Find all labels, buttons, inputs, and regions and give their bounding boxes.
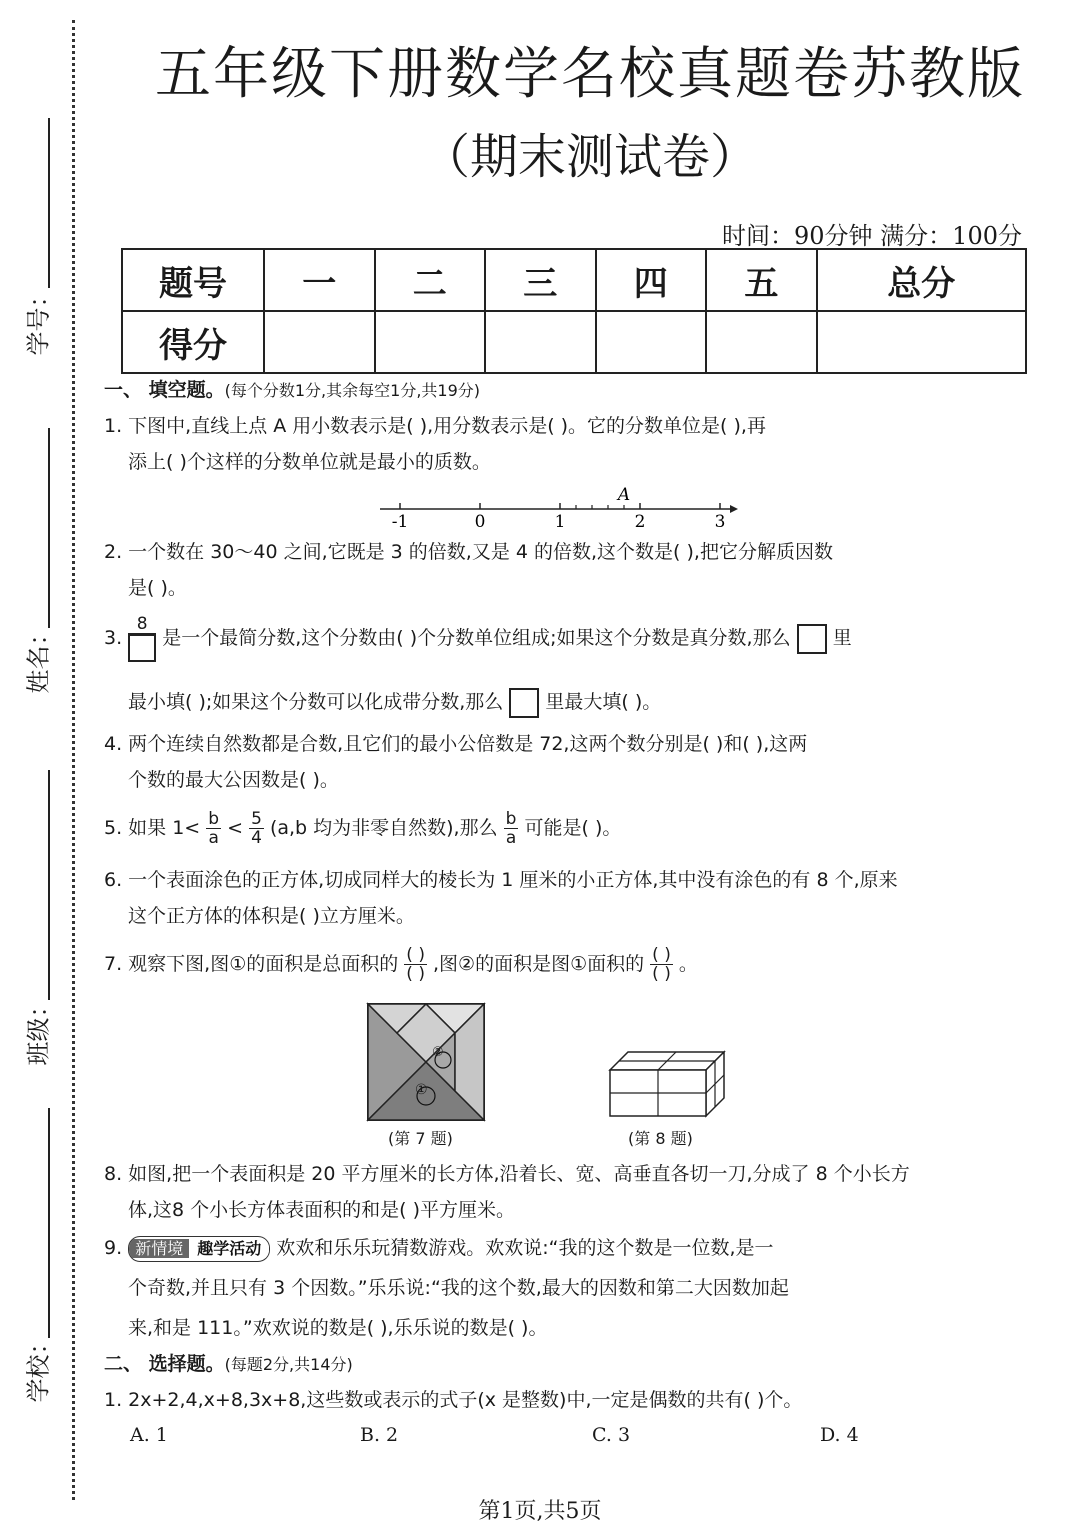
number-line-tick-label: 0 bbox=[474, 512, 486, 532]
q9-line1 bbox=[104, 1230, 774, 1266]
score-input-cell[interactable] bbox=[817, 311, 1026, 373]
number-line-tick-label: 3 bbox=[714, 512, 726, 532]
frac-num: 5 bbox=[251, 809, 262, 829]
q3-text: 是一个最简分数,这个分数由( )个分数单位组成;如果这个分数是真分数,那么 bbox=[162, 627, 791, 649]
score-input-cell[interactable] bbox=[706, 311, 817, 373]
q3-fraction bbox=[128, 615, 156, 662]
q7-answer-fraction-2[interactable] bbox=[650, 946, 673, 983]
figure-7-mark-2: ② bbox=[432, 1045, 444, 1060]
frac-num: ( ) bbox=[652, 945, 671, 965]
q4-line2: 个数的最大公因数是( )。 bbox=[128, 769, 339, 791]
q9-number: 9. bbox=[104, 1237, 123, 1259]
figure-7-tangram bbox=[366, 1002, 488, 1122]
q7-answer-fraction-1[interactable] bbox=[404, 946, 427, 983]
page-footer: 第1页,共5页 bbox=[478, 1499, 602, 1524]
q7-text-end: 。 bbox=[678, 953, 698, 975]
q2-line2: 是( )。 bbox=[128, 577, 187, 599]
binding-margin bbox=[0, 0, 80, 1528]
q7-line bbox=[104, 946, 698, 983]
section-title: 一、 填空题。 bbox=[104, 379, 225, 401]
section-note: (每题2分,共14分) bbox=[224, 1355, 353, 1374]
figure-8-cuboid bbox=[606, 1048, 728, 1120]
name-label: 姓名： bbox=[24, 621, 53, 694]
frac-den: ( ) bbox=[652, 964, 671, 984]
frac-den: ( ) bbox=[406, 964, 425, 984]
q6-line2: 这个正方体的体积是( )立方厘米。 bbox=[128, 905, 415, 927]
q3-line2-text-end: 里最大填( )。 bbox=[545, 691, 662, 713]
figure-7-caption: (第 7 题) bbox=[388, 1129, 453, 1148]
class-label: 班级： bbox=[24, 993, 53, 1066]
id-line bbox=[48, 118, 50, 288]
q3-numerator: 8 bbox=[128, 615, 156, 634]
option-b[interactable]: B. 2 bbox=[360, 1424, 399, 1446]
table-cell: 总分 bbox=[817, 249, 1026, 311]
table-row bbox=[122, 311, 1026, 373]
q9-line3: 来,和是 111。”欢欢说的数是( ),乐乐说的数是( )。 bbox=[128, 1317, 548, 1339]
table-row bbox=[122, 249, 1026, 311]
q7-text-mid: ,图②的面积是图①面积的 bbox=[433, 953, 645, 975]
number-line bbox=[370, 482, 750, 532]
q5-fraction-b-a-2 bbox=[504, 810, 519, 847]
q3-line2-text: 最小填( );如果这个分数可以化成带分数,那么 bbox=[128, 691, 504, 713]
q3-line1 bbox=[104, 615, 852, 662]
q1-line2: 添上( )个这样的分数单位就是最小的质数。 bbox=[128, 451, 491, 473]
q8-line1: 8. 如图,把一个表面积是 20 平方厘米的长方体,沿着长、宽、高垂直各切一刀,分成了 8 个小长方 bbox=[104, 1163, 910, 1185]
number-line-tick-label: 1 bbox=[554, 512, 566, 532]
q5-fraction-5-4 bbox=[249, 810, 264, 847]
q3-number: 3. bbox=[104, 627, 123, 649]
table-cell: 三 bbox=[485, 249, 596, 311]
frac-num: ( ) bbox=[406, 945, 425, 965]
frac-den: a bbox=[505, 828, 517, 848]
s2q1-line: 1. 2x+2,4,x+8,3x+8,这些数或表示的式子(x 是整数)中,一定是偶数的共有( )个。 bbox=[104, 1389, 803, 1411]
page-title: 五年级下册数学名校真题卷苏教版 bbox=[155, 42, 1025, 107]
q1-line1: 1. 下图中,直线上点 A 用小数表示是( ),用分数表示是( )。它的分数单位是( ),再 bbox=[104, 415, 766, 437]
cut-line bbox=[72, 20, 75, 1500]
q3-text-end: 里 bbox=[832, 627, 852, 649]
q4-line1: 4. 两个连续自然数都是合数,且它们的最小公倍数是 72,这两个数分别是( )和( ),这两 bbox=[104, 733, 808, 755]
exam-meta: 时间：90分钟 满分：100分 bbox=[722, 222, 1022, 250]
score-input-cell[interactable] bbox=[596, 311, 707, 373]
option-a[interactable]: A. 1 bbox=[130, 1424, 168, 1446]
id-label: 学号： bbox=[24, 283, 53, 356]
table-cell: 一 bbox=[264, 249, 375, 311]
score-table bbox=[121, 248, 1027, 374]
q5-fraction-b-a bbox=[206, 810, 221, 847]
q3-denominator-box[interactable] bbox=[128, 634, 156, 662]
table-cell: 五 bbox=[706, 249, 817, 311]
figure-8-caption: (第 8 题) bbox=[628, 1129, 693, 1148]
q5-line bbox=[104, 810, 621, 847]
school-line bbox=[48, 1108, 50, 1338]
new-context-tag bbox=[128, 1236, 270, 1262]
option-c[interactable]: C. 3 bbox=[592, 1424, 631, 1446]
page-subtitle: （期末测试卷） bbox=[421, 129, 758, 185]
q3-answer-box-2[interactable] bbox=[509, 688, 539, 718]
q3-line2 bbox=[128, 684, 661, 720]
score-input-cell[interactable] bbox=[485, 311, 596, 373]
section-1-heading bbox=[104, 372, 480, 409]
q5-text: 5. 如果 1< bbox=[104, 817, 201, 839]
q5-lt: < bbox=[227, 817, 244, 839]
q7-text: 7. 观察下图,图①的面积是总面积的 bbox=[104, 953, 399, 975]
school-label: 学校： bbox=[24, 1330, 53, 1403]
q8-line2: 体,这8 个小长方体表面积的和是( )平方厘米。 bbox=[128, 1199, 516, 1221]
option-d[interactable]: D. 4 bbox=[820, 1424, 859, 1446]
table-cell: 题号 bbox=[122, 249, 264, 311]
score-input-cell[interactable] bbox=[264, 311, 375, 373]
q2-line1: 2. 一个数在 30～40 之间,它既是 3 的倍数,又是 4 的倍数,这个数是( ),把它分解质因数 bbox=[104, 541, 833, 563]
table-cell: 二 bbox=[375, 249, 486, 311]
table-cell: 得分 bbox=[122, 311, 264, 373]
q5-text-end: 可能是( )。 bbox=[524, 817, 622, 839]
q3-answer-box[interactable] bbox=[797, 624, 827, 654]
number-line-point-label: A bbox=[617, 485, 631, 505]
section-2-heading bbox=[104, 1346, 353, 1383]
frac-num: b bbox=[505, 809, 517, 829]
table-cell: 四 bbox=[596, 249, 707, 311]
q9-line2: 个奇数,并且只有 3 个因数。”乐乐说:“我的这个数,最大的因数和第二大因数加起 bbox=[128, 1277, 789, 1299]
figure-7-mark-1: ① bbox=[415, 1082, 428, 1098]
number-line-tick-label: 2 bbox=[634, 512, 646, 532]
name-line bbox=[48, 428, 50, 628]
q9-text: 欢欢和乐乐玩猜数游戏。欢欢说:“我的这个数是一位数,是一 bbox=[276, 1237, 774, 1259]
score-input-cell[interactable] bbox=[375, 311, 486, 373]
q6-line1: 6. 一个表面涂色的正方体,切成同样大的棱长为 1 厘米的小正方体,其中没有涂色的有 8 个,原来 bbox=[104, 869, 898, 891]
frac-den: a bbox=[208, 828, 219, 848]
tag-label-a: 新情境 bbox=[129, 1239, 189, 1258]
frac-num: b bbox=[208, 809, 220, 829]
section-note: (每个分数1分,其余每空1分,共19分) bbox=[224, 381, 481, 400]
number-line-tick-label: -1 bbox=[391, 512, 409, 532]
tag-label-b: 趣学活动 bbox=[189, 1239, 269, 1258]
section-title: 二、 选择题。 bbox=[104, 1353, 225, 1375]
q5-text-mid: (a,b 均为非零自然数),那么 bbox=[269, 817, 498, 839]
class-line bbox=[48, 770, 50, 1000]
frac-den: 4 bbox=[251, 828, 262, 848]
